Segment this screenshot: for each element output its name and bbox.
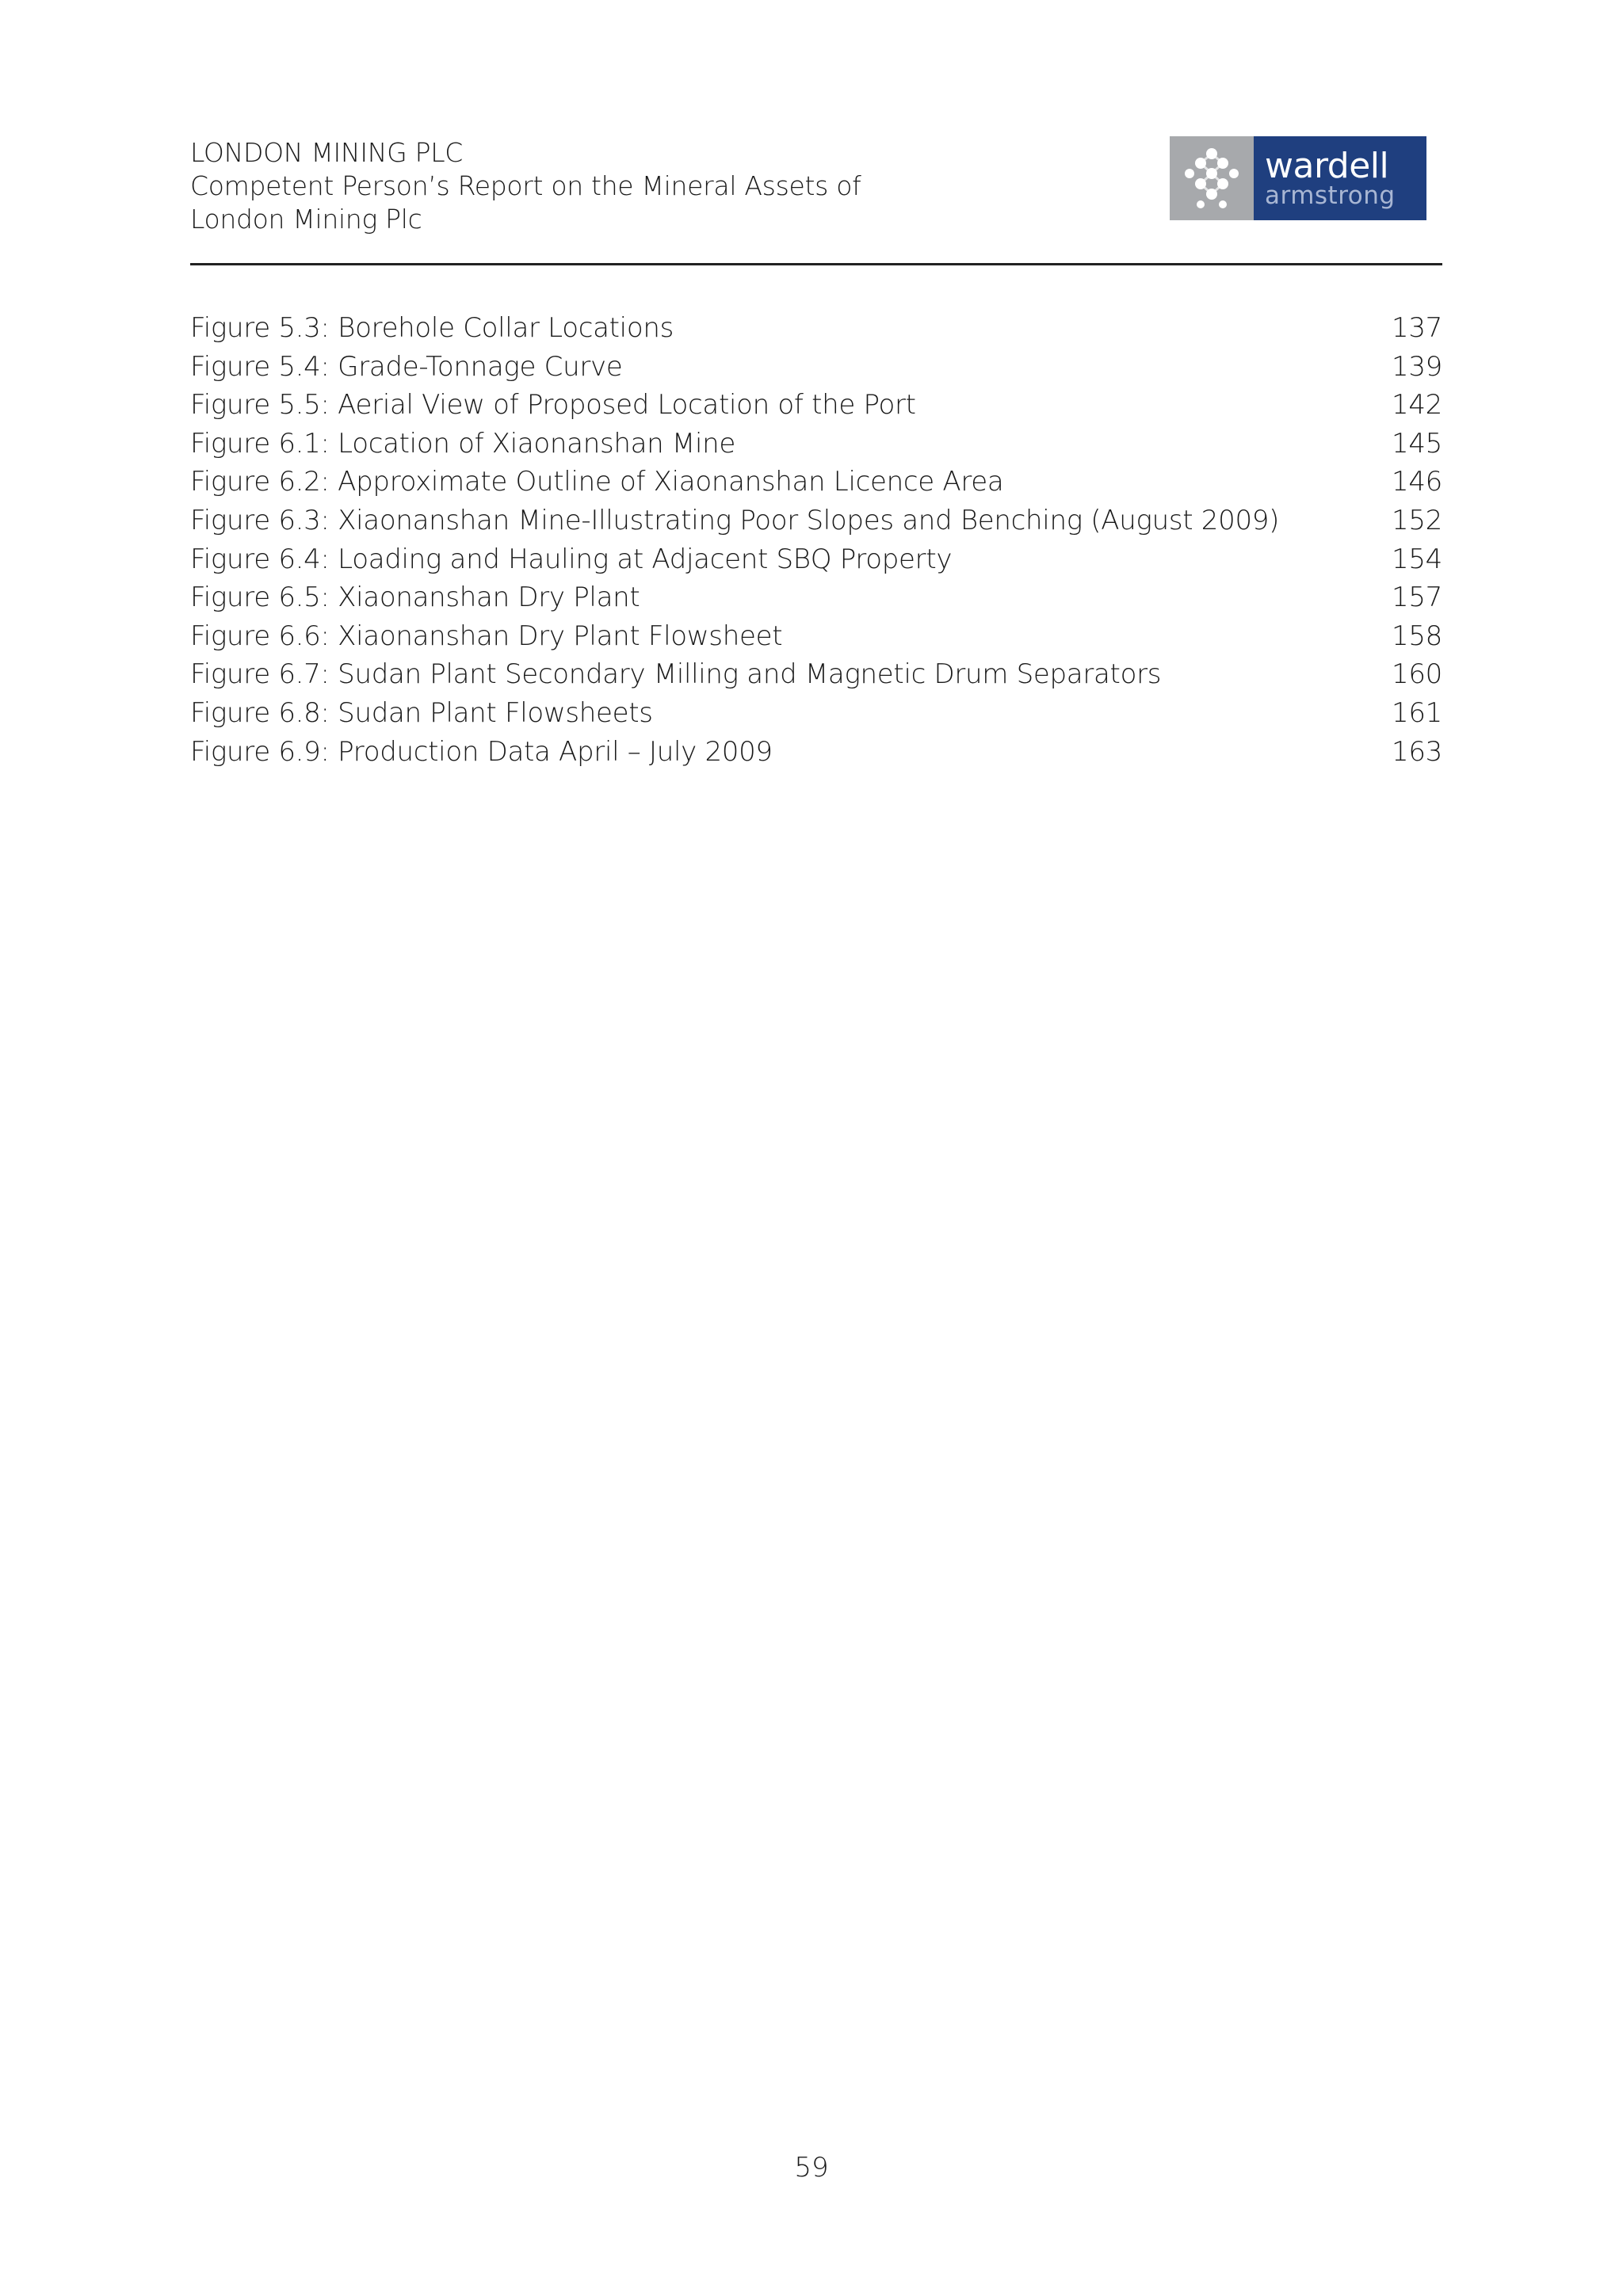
page-number: 59 xyxy=(794,2152,829,2183)
toc-entry-page: 152 xyxy=(1392,504,1442,536)
toc-entry-page: 158 xyxy=(1392,620,1442,652)
toc-entry[interactable] xyxy=(190,425,1442,463)
toc-entry-title: Figure 6.1: Location of Xiaonanshan Mine xyxy=(190,427,735,460)
header-text xyxy=(190,136,861,236)
toc-entry-page: 137 xyxy=(1392,312,1442,344)
toc-entry-title: Figure 6.5: Xiaonanshan Dry Plant xyxy=(190,582,640,614)
logo-word-wardell: wardell xyxy=(1265,146,1389,186)
toc-entry-title: Figure 5.4: Grade-Tonnage Curve xyxy=(190,350,623,383)
toc-entry-page: 160 xyxy=(1392,658,1442,691)
toc-entry-title: Figure 6.6: Xiaonanshan Dry Plant Flowsheet xyxy=(190,620,783,652)
toc-entry-title: Figure 5.5: Aerial View of Proposed Location of the Port xyxy=(190,389,916,421)
toc-entry-title: Figure 6.7: Sudan Plant Secondary Milling and Magnetic Drum Separators xyxy=(190,658,1162,691)
wardell-armstrong-logo xyxy=(1170,136,1426,220)
toc-entry-page: 157 xyxy=(1392,582,1442,614)
report-title-line-2: London Mining Plc xyxy=(190,204,422,235)
toc-entry[interactable] xyxy=(190,540,1442,579)
toc-entry[interactable] xyxy=(190,617,1442,656)
toc-entry-page: 142 xyxy=(1392,389,1442,421)
toc-entry-page: 154 xyxy=(1392,543,1442,575)
toc-entry[interactable] xyxy=(190,733,1442,772)
toc-entry-page: 161 xyxy=(1392,696,1442,729)
toc-entry[interactable] xyxy=(190,655,1442,694)
toc-entry[interactable] xyxy=(190,502,1442,540)
toc-entry-page: 146 xyxy=(1392,466,1442,498)
list-of-figures xyxy=(190,309,1442,771)
toc-entry[interactable] xyxy=(190,463,1442,502)
toc-entry-title: Figure 6.3: Xiaonanshan Mine-Illustrating Poor Slopes and Benching (August 2009) xyxy=(190,504,1280,536)
header-divider xyxy=(190,263,1442,265)
toc-entry-page: 139 xyxy=(1392,350,1442,383)
logo-wordmark xyxy=(1254,136,1426,220)
toc-entry-page: 145 xyxy=(1392,427,1442,460)
toc-entry-title: Figure 6.8: Sudan Plant Flowsheets xyxy=(190,696,653,729)
toc-entry[interactable] xyxy=(190,348,1442,387)
toc-entry[interactable] xyxy=(190,578,1442,617)
toc-entry-title: Figure 5.3: Borehole Collar Locations xyxy=(190,312,674,344)
company-name: LONDON MINING PLC xyxy=(190,137,464,168)
toc-entry-title: Figure 6.2: Approximate Outline of Xiaonanshan Licence Area xyxy=(190,466,1004,498)
report-title-line-1: Competent Person’s Report on the Mineral Assets of xyxy=(190,170,861,201)
toc-entry[interactable] xyxy=(190,694,1442,733)
page-header xyxy=(190,136,1442,263)
toc-entry[interactable] xyxy=(190,309,1442,348)
toc-entry[interactable] xyxy=(190,386,1442,425)
toc-entry-title: Figure 6.9: Production Data April – July 2009 xyxy=(190,735,773,768)
molecule-dots-icon xyxy=(1170,136,1254,220)
toc-entry-title: Figure 6.4: Loading and Hauling at Adjacent SBQ Property xyxy=(190,543,953,575)
toc-entry-page: 163 xyxy=(1392,735,1442,768)
logo-word-armstrong: armstrong xyxy=(1265,181,1396,210)
